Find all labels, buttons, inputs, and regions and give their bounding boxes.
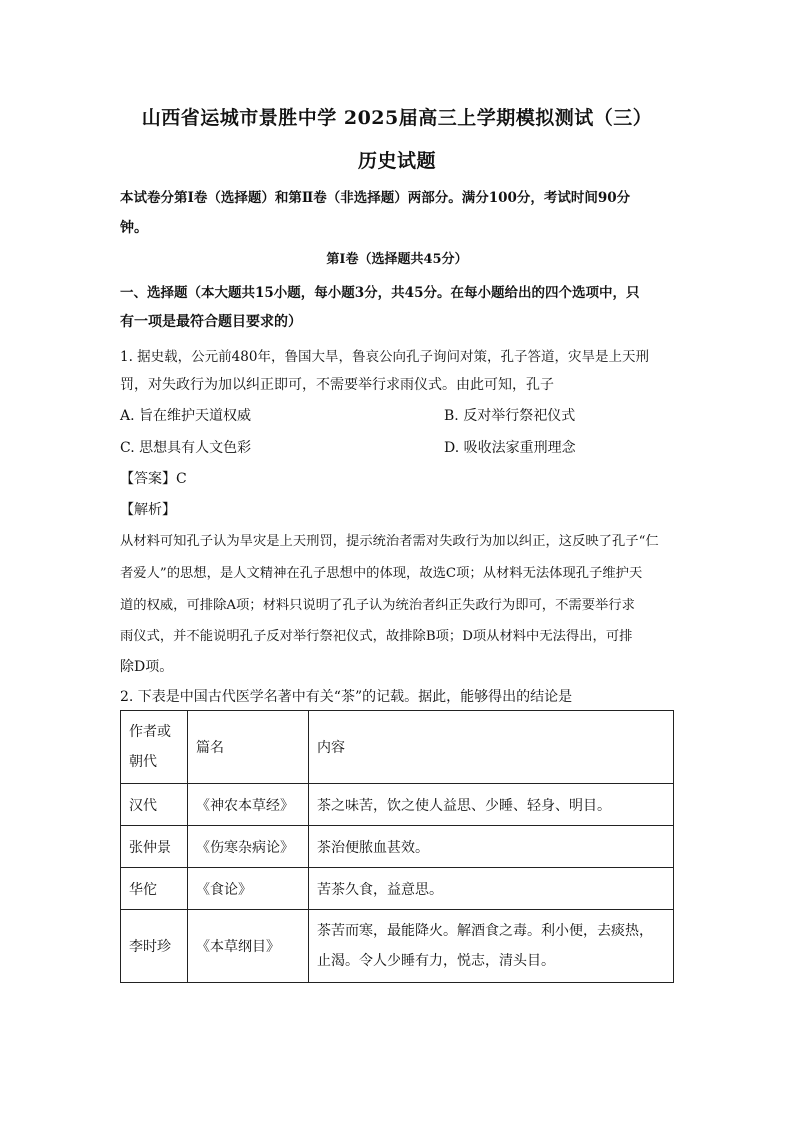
q1-analysis-line: 者爱人”的思想，是人文精神在孔子思想中的体现，故选C项；从材料无法体现孔子维护天 [120, 566, 643, 581]
q1-analysis-line: 从材料可知孔子认为旱灾是上天刑罚，提示统治者需对失政行为加以纠正，这反映了孔子“仁 [120, 534, 659, 549]
table-cell: 茶苦而寒，最能降火。解酒食之毒。利小便，去痰热，止渴。令人少睡有力，悦志，清头目。 [309, 910, 674, 983]
section-instruction-2: 有一项是最符合题目要求的） [120, 314, 302, 330]
intro-line-1: 本试卷分第Ⅰ卷（选择题）和第Ⅱ卷（非选择题）两部分。满分100分，考试时间90分 [120, 190, 631, 206]
table-row [121, 784, 674, 826]
table-cell: 张仲景 [121, 826, 188, 868]
table-header-cell: 作者或朝代 [121, 711, 188, 784]
table-cell: 李时珍 [121, 910, 188, 983]
q1-analysis-line: 道的权威，可排除A项；材料只说明了孔子认为统治者纠正失政行为即可，不需要举行求 [120, 598, 635, 613]
table-header-row [121, 711, 674, 784]
table-header-cell: 篇名 [188, 711, 309, 784]
q1-option-b: B. 反对举行祭祀仪式 [444, 408, 576, 424]
table-cell: 苦茶久食，益意思。 [309, 868, 674, 910]
table-cell: 汉代 [121, 784, 188, 826]
table-cell: 华佗 [121, 868, 188, 910]
q1-answer: 【答案】C [120, 471, 187, 487]
table-row [121, 910, 674, 983]
q1-analysis-line: 雨仪式，并不能说明孔子反对举行祭祀仪式，故排除B项；D项从材料中无法得出，可排 [120, 629, 633, 644]
table-row [121, 826, 674, 868]
table-cell: 茶治便脓血甚效。 [309, 826, 674, 868]
table-cell: 茶之味苦，饮之使人益思、少睡、轻身、明目。 [309, 784, 674, 826]
table-row [121, 868, 674, 910]
q1-analysis-line: 除D项。 [120, 659, 174, 675]
table-cell: 《本草纲目》 [188, 910, 309, 983]
exam-subtitle: 历史试题 [357, 150, 436, 172]
table-cell: 《伤寒杂病论》 [188, 826, 309, 868]
q1-option-d: D. 吸收法家重刑理念 [444, 440, 576, 456]
tea-records-table [120, 710, 674, 983]
intro-line-2: 钟。 [120, 220, 148, 236]
q1-option-c: C. 思想具有人文色彩 [120, 440, 252, 456]
q1-option-a: A. 旨在维护天道权威 [120, 408, 252, 424]
table-cell: 《神农本草经》 [188, 784, 309, 826]
q2-stem: 2. 下表是中国古代医学名著中有关“茶”的记载。据此，能够得出的结论是 [120, 689, 573, 705]
q1-stem-line-1: 1. 据史载，公元前480年，鲁国大旱，鲁哀公向孔子询问对策，孔子答道，灾旱是上天刑 [120, 349, 649, 365]
q1-stem-line-2: 罚，对失政行为加以纠正即可，不需要举行求雨仪式。由此可知，孔子 [120, 377, 554, 393]
q1-analysis-label: 【解析】 [120, 502, 176, 518]
section-instruction-1: 一、选择题（本大题共15小题，每小题3分，共45分。在每小题给出的四个选项中，只 [120, 285, 640, 301]
table-cell: 《食论》 [188, 868, 309, 910]
volume-title: 第Ⅰ卷（选择题共45分） [326, 252, 468, 267]
exam-title: 山西省运城市景胜中学 2025届高三上学期模拟测试（三） [141, 107, 653, 129]
table-header-cell: 内容 [309, 711, 674, 784]
